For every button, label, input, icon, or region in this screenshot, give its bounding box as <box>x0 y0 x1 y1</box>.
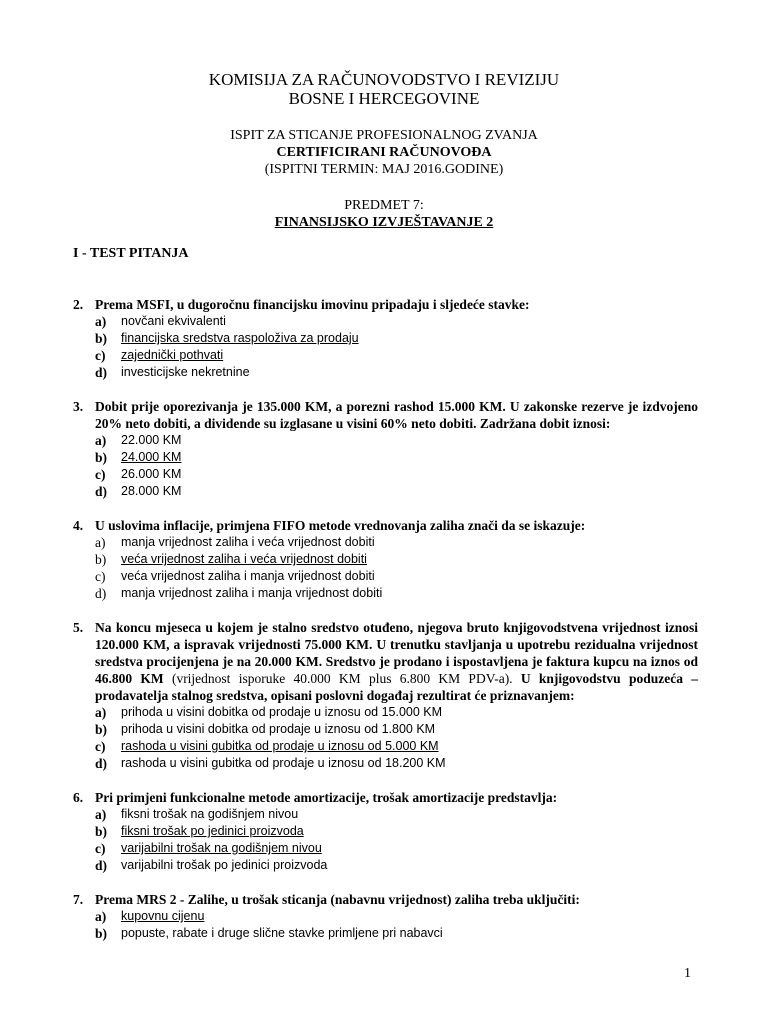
subject-line-1: PREDMET 7: <box>344 198 424 213</box>
answer-option: c) zajednički pothvati <box>95 348 224 363</box>
question-text: Dobit prije oporezivanja je 135.000 KM, a porezni rashod 15.000 KM. U zakonske rezerve je izdvojeno 20% neto dobiti, a dividende su izglasane u visini 60% neto dobiti. Zadržana dobit iznosi: <box>95 399 698 431</box>
answer-option: a) 22.000 KM <box>95 433 182 448</box>
answer-option: b) fiksni trošak po jedinici proizvoda <box>95 824 304 839</box>
answer-option: a) prihoda u visini dobitka od prodaje u iznosu od 15.000 KM <box>95 705 443 720</box>
question-text: Prema MRS 2 - Zalihe, u trošak sticanja (nabavnu vrijednost) zaliha treba uključiti: <box>95 892 580 907</box>
answer-option: c) rashoda u visini gubitka od prodaje u iznosu od 5.000 KM <box>95 739 439 754</box>
answer-option: b) 24.000 KM <box>95 450 182 465</box>
answer-options <box>73 432 698 500</box>
answer-options <box>73 313 698 381</box>
question-5 <box>73 619 698 772</box>
answer-option: c) veća vrijednost zaliha i manja vrijednost dobiti <box>95 569 375 584</box>
org-line-1: KOMISIJA ZA RAČUNOVODSTVO I REVIZIJU <box>208 70 560 89</box>
answer-option: d) 28.000 KM <box>95 484 182 499</box>
answer-option: a) novčani ekvivalenti <box>95 314 226 329</box>
page-number: 1 <box>684 966 691 981</box>
exam-line-1: ISPIT ZA STICANJE PROFESIONALNOG ZVANJA <box>230 128 538 143</box>
subject-header <box>0 197 768 231</box>
question-number: 6. <box>73 790 84 805</box>
exam-line-2: CERTIFICIRANI RAČUNOVOĐA <box>276 145 492 160</box>
question-text: U uslovima inflacije, primjena FIFO metode vrednovanja zaliha znači da se iskazuje: <box>95 518 586 533</box>
answer-option: a) kupovnu cijenu <box>95 909 205 924</box>
answer-option: a) fiksni trošak na godišnjem nivou <box>95 807 299 822</box>
question-text: Na koncu mjeseca u kojem je stalno sredstvo otuđeno, njegova bruto knjigovodstvena vrijednost iznosi 120.000 KM, a ispravak vrijednosti 75.000 KM. U trenutku stavljanja u upotrebu rezidualna vrijednost sredstva procijenjena je na 20.000 KM. Sredstvo je prodano i ispostavljena je faktura kupcu na iznos od 46.800 KM (vrijednost isporuke 40.000 KM plus 6.800 KM PDV-a). U knjigovodstvu poduzeća – prodavatelja stalnog sredstva, opisani poslovni događaj rezultirat će priznavanjem: <box>95 620 698 703</box>
exam-header <box>0 127 768 178</box>
subject-line-2: FINANSIJSKO IZVJEŠTAVANJE 2 <box>274 215 494 230</box>
answer-options <box>73 704 698 772</box>
question-number: 3. <box>73 399 84 414</box>
answer-option: b) popuste, rabate i druge slične stavke primljene pri nabavci <box>95 926 443 941</box>
org-line-2: BOSNE I HERCEGOVINE <box>288 89 480 108</box>
answer-option: d) rashoda u visini gubitka od prodaje u iznosu od 18.200 KM <box>95 756 446 771</box>
exam-line-3: (ISPITNI TERMIN: MAJ 2016.GODINE) <box>264 162 504 177</box>
answer-option: c) varijabilni trošak na godišnjem nivou <box>95 841 322 856</box>
answer-option: b) veća vrijednost zaliha i veća vrijednost dobiti <box>95 552 367 567</box>
question-text: Pri primjeni funkcionalne metode amortizacije, trošak amortizacije predstavlja: <box>95 790 558 805</box>
question-6 <box>73 789 698 874</box>
section-title: I - TEST PITANJA <box>73 246 189 261</box>
answer-option: a) manja vrijednost zaliha i veća vrijednost dobiti <box>95 535 375 550</box>
answer-option: b) prihoda u visini dobitka od prodaje u iznosu od 1.800 KM <box>95 722 436 737</box>
answer-option: c) 26.000 KM <box>95 467 182 482</box>
question-number: 5. <box>73 620 84 635</box>
answer-options <box>73 806 698 874</box>
organization-header <box>0 70 768 108</box>
question-7 <box>73 891 698 942</box>
answer-option: d) manja vrijednost zaliha i manja vrijednost dobiti <box>95 586 383 601</box>
question-2 <box>73 296 698 381</box>
answer-option: d) investicijske nekretnine <box>95 365 250 380</box>
question-list <box>73 296 698 959</box>
answer-options <box>73 534 698 602</box>
question-number: 7. <box>73 892 84 907</box>
question-number: 2. <box>73 297 84 312</box>
question-4 <box>73 517 698 602</box>
question-text: Prema MSFI, u dugoročnu financijsku imovinu pripadaju i sljedeće stavke: <box>95 297 530 312</box>
question-3 <box>73 398 698 500</box>
answer-options <box>73 908 698 942</box>
answer-option: b) financijska sredstva raspoloživa za prodaju <box>95 331 359 346</box>
answer-option: d) varijabilni trošak po jedinici proizvoda <box>95 858 328 873</box>
question-number: 4. <box>73 518 84 533</box>
